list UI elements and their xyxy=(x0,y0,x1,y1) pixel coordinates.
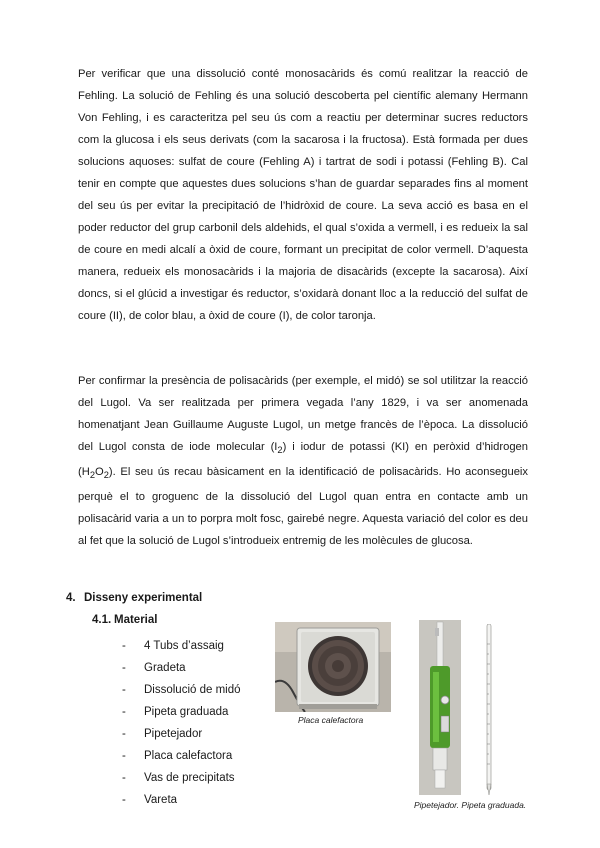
hot-plate-caption: Placa calefactora xyxy=(298,715,364,725)
paragraph-fehling: Per verificar que una dissolució conté monosacàrids és comú realitzar la reacció de Fehling. La solució de Fehling és una solució descoberta pel científic alemany Hermann Von Fehling, i es caracteritza pel seu ús com a reactiu per determinar sucres reductors com la glucosa i els seus derivats (com la sacarosa i la fructosa). Està formada per dues solucions aquoses: sulfat de coure (Fehling A) i tartrat de sodi i potassi (Fehling B). Cal tenir en compte que aquestes dues solucions s’han de guardar separades fins al moment del seu ús per evitar la precipitació de l’hidròxid de coure. La seva acció es basa en el poder reductor del grup carbonil dels aldehids, el qual s’oxida a vermell, i es redueix la sal de coure en medi alcalí a òxid de coure, formant un precipitat de color vermell. D’aquesta manera, redueix els monosacàrids i la majoria de disacàrids (excepte la sacarosa). Així doncs, si el glúcid a investigar és reductor, s’oxidarà donant lloc a la reducció del sulfat de coure (II), de color blau, a òxid de coure (I), de color taronja. xyxy=(78,68,528,322)
section-title: Disseny experimental xyxy=(84,592,203,604)
paragraph-lugol: Per confirmar la presència de polisacàrids (per exemple, el midó) se sol utilitzar la reacció del Lugol. Va ser realitzada per primera vegada l’any 1829, i va ser anomenada homenatjant Jean Guillaume Auguste Lugol, un metge francès de l’època. La dissolució del Lugol consta de iode molecular $(I_2)$ i iodur de potassi (KI) en peròxid d’hidrogen $(H_2O_2)$. El seu ús recau bàsicament en la identificació de polisacàrids. Ho aconsegueix perquè el to groguenc de la dissolució del Lugol quan entra en contacte amb un polisacàrid varia a un to porpra molt fosc, gairebé negre. Aquesta variació del color es deu al fet que la solució de Lugol s’introdueix entremig de les molècules de glucosa. xyxy=(78,375,528,548)
section-number: 4. xyxy=(66,592,76,604)
hot-plate-photo xyxy=(275,622,391,712)
subsection-heading xyxy=(92,614,157,626)
list-item: - Vas de precipitats xyxy=(122,772,235,784)
list-item: - Dissolució de midó xyxy=(122,684,241,696)
subsection-title: Material xyxy=(114,614,158,626)
pipettes-caption: Pipetejador. Pipeta graduada. xyxy=(414,800,527,810)
section-heading xyxy=(66,592,202,604)
list-item: - Vareta xyxy=(122,794,178,806)
list-item: - Gradeta xyxy=(122,662,186,674)
list-item: - Pipetejador xyxy=(122,728,203,740)
list-item: - 4 Tubs d’assaig xyxy=(122,640,224,652)
materials-list xyxy=(122,635,241,811)
subsection-number: 4.1. xyxy=(92,614,112,626)
pipette-filler-photo xyxy=(419,620,461,795)
graduated-pipette-photo xyxy=(482,624,496,796)
list-item: - Placa calefactora xyxy=(122,750,233,762)
list-item: - Pipeta graduada xyxy=(122,706,229,718)
